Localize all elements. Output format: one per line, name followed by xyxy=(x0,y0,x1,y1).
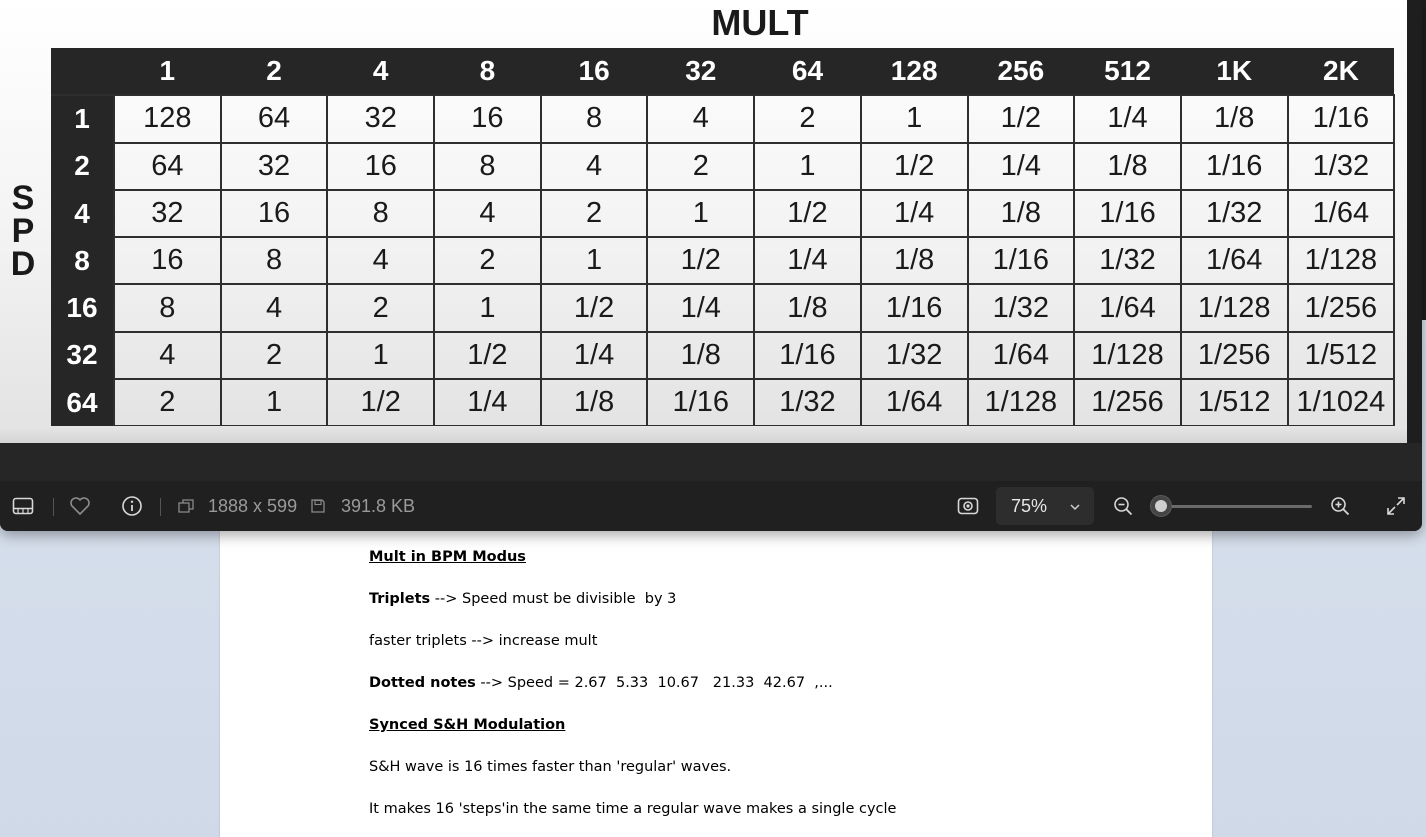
table-cell: 1/8 xyxy=(861,237,968,284)
table-cell: 1/4 xyxy=(968,143,1075,190)
mult-column-header: 256 xyxy=(968,48,1075,95)
mult-column-header: 1 xyxy=(114,48,221,95)
table-cell: 1/32 xyxy=(861,332,968,379)
table-cell: 1/16 xyxy=(647,379,754,426)
image-bottom-strip xyxy=(0,426,1407,443)
table-cell: 1/256 xyxy=(1074,379,1181,426)
table-cell: 2 xyxy=(434,237,541,284)
header-row xyxy=(51,48,1394,95)
table-cell: 1/8 xyxy=(647,332,754,379)
fit-to-window-icon[interactable] xyxy=(955,494,981,518)
table-cell: 2 xyxy=(647,143,754,190)
table-cell: 32 xyxy=(221,143,328,190)
table-cell: 4 xyxy=(221,284,328,331)
spd-row-header: 2 xyxy=(51,143,114,190)
table-cell: 1 xyxy=(647,190,754,237)
table-cell: 1/4 xyxy=(1074,95,1181,142)
mult-column-header: 8 xyxy=(434,48,541,95)
table-cell: 64 xyxy=(114,143,221,190)
table-cell: 1/16 xyxy=(754,332,861,379)
doc-text-triplets: --> Speed must be divisible by 3 xyxy=(430,591,677,607)
table-cell: 1/512 xyxy=(1288,332,1395,379)
spd-row-header: 32 xyxy=(51,332,114,379)
table-cell: 1/16 xyxy=(968,237,1075,284)
table-cell: 1/64 xyxy=(968,332,1075,379)
mult-column-header: 2 xyxy=(221,48,328,95)
table-cell: 1/2 xyxy=(647,237,754,284)
table-row xyxy=(51,237,1394,284)
info-icon[interactable] xyxy=(120,494,144,518)
table-cell: 1/128 xyxy=(1074,332,1181,379)
file-size: 391.8 KB xyxy=(341,496,416,516)
mult-column-header: 32 xyxy=(647,48,754,95)
table-cell: 1/16 xyxy=(1074,190,1181,237)
viewer-background xyxy=(0,443,1422,481)
zoom-in-icon[interactable] xyxy=(1328,494,1352,518)
table-row xyxy=(51,284,1394,331)
table-cell: 1 xyxy=(861,95,968,142)
table-cell: 16 xyxy=(221,190,328,237)
toolbar-separator xyxy=(160,498,161,516)
table-cell: 4 xyxy=(541,143,648,190)
spd-row-header: 4 xyxy=(51,190,114,237)
table-cell: 64 xyxy=(221,95,328,142)
table-cell: 1/64 xyxy=(1181,237,1288,284)
table-cell: 1/128 xyxy=(968,379,1075,426)
fullscreen-icon[interactable] xyxy=(1384,494,1408,518)
heart-icon[interactable] xyxy=(67,494,93,518)
mult-column-header: 64 xyxy=(754,48,861,95)
table-cell: 2 xyxy=(221,332,328,379)
table-cell: 1/32 xyxy=(968,284,1075,331)
table-body xyxy=(51,95,1394,426)
table-cell: 1/8 xyxy=(754,284,861,331)
table-cell: 1/256 xyxy=(1181,332,1288,379)
doc-bold-dotted: Dotted notes xyxy=(369,675,476,691)
spd-letter: P xyxy=(11,212,35,250)
table-cell: 4 xyxy=(114,332,221,379)
spd-letter: D xyxy=(10,245,36,283)
spd-row-header: 8 xyxy=(51,237,114,284)
doc-line-triplets xyxy=(369,591,676,607)
spd-axis-label xyxy=(8,179,38,283)
spd-row-header: 1 xyxy=(51,95,114,142)
mult-column-header: 16 xyxy=(541,48,648,95)
doc-line-dotted xyxy=(369,675,833,691)
table-cell: 1/128 xyxy=(1181,284,1288,331)
table-row xyxy=(51,143,1394,190)
table-row xyxy=(51,332,1394,379)
table-cell: 1/512 xyxy=(1181,379,1288,426)
table-cell: 1 xyxy=(221,379,328,426)
table-cell: 1/128 xyxy=(1288,237,1395,284)
table-cell: 1/4 xyxy=(754,237,861,284)
mult-column-header: 128 xyxy=(861,48,968,95)
chevron-down-icon xyxy=(1068,498,1082,519)
table-cell: 32 xyxy=(327,95,434,142)
spd-row-header: 64 xyxy=(51,379,114,426)
doc-line-sh-wave: S&H wave is 16 times faster than 'regular' waves. xyxy=(369,759,732,775)
filmstrip-icon[interactable] xyxy=(10,494,36,518)
table-title: MULT xyxy=(711,2,809,43)
table-cell: 1/4 xyxy=(647,284,754,331)
table-cell: 1/64 xyxy=(1074,284,1181,331)
table-cell: 4 xyxy=(327,237,434,284)
table-cell: 1/8 xyxy=(541,379,648,426)
table-cell: 128 xyxy=(114,95,221,142)
mult-column-header: 2K xyxy=(1288,48,1395,95)
table-cell: 1/2 xyxy=(434,332,541,379)
zoom-slider-track[interactable] xyxy=(1150,505,1312,508)
toolbar-separator xyxy=(53,498,54,516)
table-cell: 2 xyxy=(114,379,221,426)
table-cell: 16 xyxy=(114,237,221,284)
table-cell: 1/32 xyxy=(1181,190,1288,237)
image-dimensions: 1888 x 599 xyxy=(208,496,298,516)
table-cell: 1/32 xyxy=(754,379,861,426)
table-cell: 16 xyxy=(434,95,541,142)
mult-column-header: 1K xyxy=(1181,48,1288,95)
table-cell: 1/64 xyxy=(861,379,968,426)
table-cell: 1/2 xyxy=(861,143,968,190)
table-cell: 1/4 xyxy=(861,190,968,237)
table-cell: 1 xyxy=(754,143,861,190)
table-cell: 1/2 xyxy=(754,190,861,237)
corner-cell xyxy=(51,48,114,95)
viewer-edge xyxy=(1422,0,1426,320)
table-cell: 32 xyxy=(114,190,221,237)
mult-column-header: 4 xyxy=(327,48,434,95)
table-cell: 2 xyxy=(754,95,861,142)
table-cell: 1/4 xyxy=(541,332,648,379)
dimensions-icon xyxy=(176,497,196,515)
table-cell: 1/256 xyxy=(1288,284,1395,331)
table-cell: 8 xyxy=(221,237,328,284)
doc-text-dotted: --> Speed = 2.67 5.33 10.67 21.33 42.67 ,... xyxy=(475,675,833,691)
zoom-level-dropdown[interactable] xyxy=(996,487,1094,525)
table-cell: 8 xyxy=(114,284,221,331)
table-cell: 1/8 xyxy=(1074,143,1181,190)
table-row xyxy=(51,190,1394,237)
document-page xyxy=(220,520,1212,837)
table-cell: 8 xyxy=(327,190,434,237)
table-cell: 1/1024 xyxy=(1288,379,1395,426)
doc-heading-synced-sh: Synced S&H Modulation xyxy=(369,717,566,733)
table-cell: 1/8 xyxy=(968,190,1075,237)
table-cell: 1 xyxy=(541,237,648,284)
doc-line-faster-triplets: faster triplets --> increase mult xyxy=(369,633,598,649)
table-cell: 1/2 xyxy=(327,379,434,426)
table-row xyxy=(51,379,1394,426)
mult-speed-table xyxy=(51,48,1395,427)
viewer-toolbar xyxy=(0,481,1422,531)
doc-line-steps: It makes 16 'steps'in the same time a regular wave makes a single cycle xyxy=(369,801,897,817)
doc-heading-mult-bpm: Mult in BPM Modus xyxy=(369,549,526,565)
mult-column-header: 512 xyxy=(1074,48,1181,95)
table-cell: 1/8 xyxy=(1181,95,1288,142)
table-cell: 1/2 xyxy=(968,95,1075,142)
table-cell: 2 xyxy=(541,190,648,237)
table-cell: 1/64 xyxy=(1288,190,1395,237)
table-cell: 4 xyxy=(434,190,541,237)
doc-bold-triplets: Triplets xyxy=(369,591,431,607)
table-cell: 1/16 xyxy=(861,284,968,331)
table-cell: 16 xyxy=(327,143,434,190)
table-row xyxy=(51,95,1394,142)
table-cell: 1/32 xyxy=(1074,237,1181,284)
zoom-level-value: 75% xyxy=(1011,495,1048,516)
table-cell: 1/2 xyxy=(541,284,648,331)
table-cell: 1/4 xyxy=(434,379,541,426)
spd-row-header: 16 xyxy=(51,284,114,331)
table-cell: 1/32 xyxy=(1288,143,1395,190)
spd-letter: S xyxy=(11,179,35,217)
table-cell: 1 xyxy=(434,284,541,331)
table-cell: 2 xyxy=(327,284,434,331)
table-cell: 1/16 xyxy=(1181,143,1288,190)
table-cell: 1/16 xyxy=(1288,95,1395,142)
table-cell: 4 xyxy=(647,95,754,142)
table-cell: 8 xyxy=(434,143,541,190)
save-icon xyxy=(309,497,327,515)
table-cell: 1 xyxy=(327,332,434,379)
zoom-slider-thumb[interactable] xyxy=(1150,495,1172,517)
table-cell: 8 xyxy=(541,95,648,142)
zoom-out-icon[interactable] xyxy=(1111,494,1135,518)
